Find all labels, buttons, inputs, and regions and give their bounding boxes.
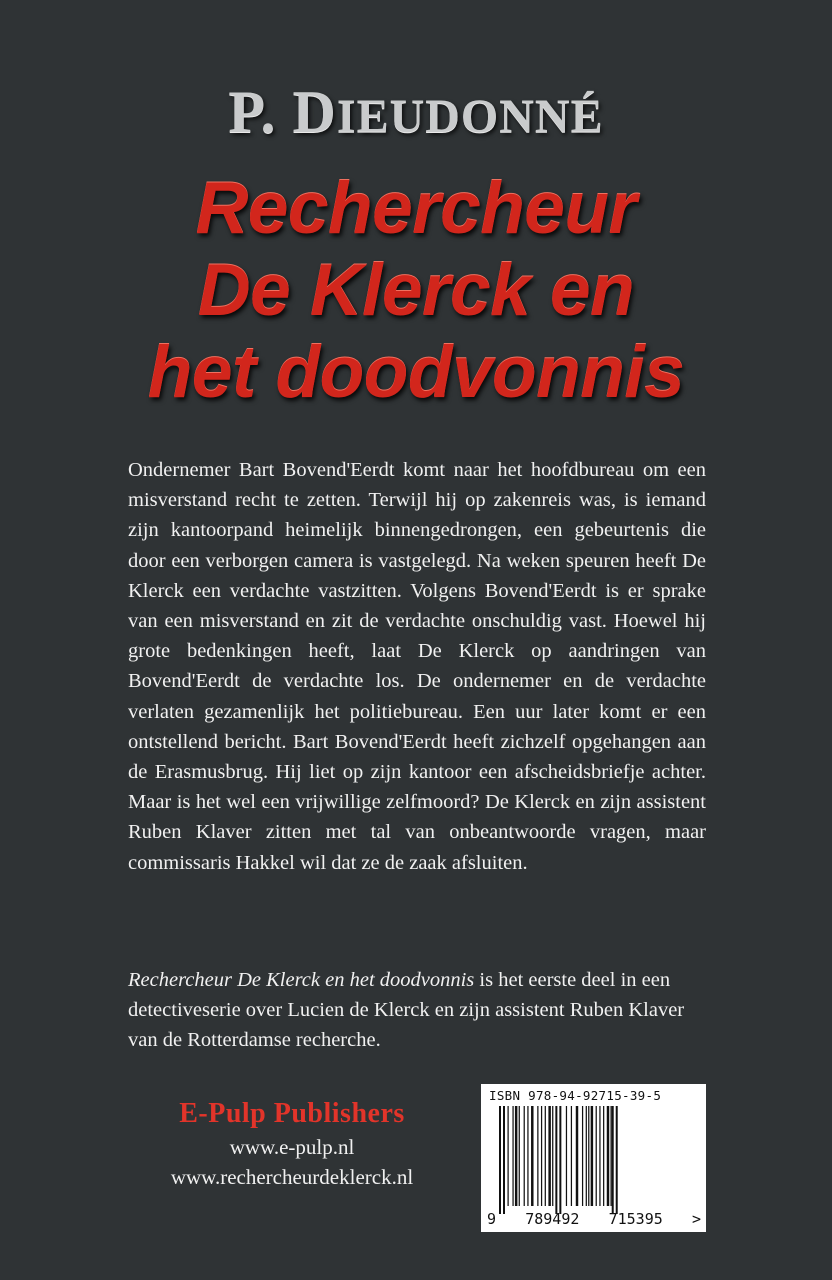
barcode-bar: [555, 1106, 557, 1214]
barcode-bar: [527, 1106, 528, 1206]
isbn-label: ISBN 978-94-92715-39-5: [489, 1088, 662, 1103]
series-note-title: Rechercheur De Klerck en het doodvonnis: [128, 969, 475, 991]
barcode-bar: [552, 1106, 553, 1206]
ean-right-group: 715395: [608, 1210, 663, 1228]
author-surname: IEUDONNÉ: [336, 90, 604, 143]
barcode-bar: [576, 1106, 578, 1206]
blurb-text: Ondernemer Bart Bovend'Eerdt komt naar het hoofdbureau om een misverstand recht te zetten. Terwijl hij op zakenreis was, is iemand zijn kantoorpand heimelijk binnengedrongen, een gebeurtenis die door een verborgen camera is vastgelegd. Na weken speuren heeft De Klerck een verdachte vastzitten. Volgens Bovend'Eerdt is er sprake van een misverstand en zit de verdachte onschuldig vast. Hoewel hij grote bedenkingen heeft, laat De Klerck op aandringen van Bovend'Eerdt de verdachte los. De ondernemer en de verdachte verlaten gezamenlijk het politiebureau. Een uur later komt er een ontstellend bericht. Bart Bovend'Eerdt heeft zichzelf opgehangen aan de Erasmusbrug. Hij liet op zijn kantoor een afscheidsbriefje achter. Maar is het wel een vrijwillige zelfmoord? De Klerck en zijn assistent Ruben Klaver zitten met tal van onbeantwoorde vragen, maar commissaris Hakkel wil dat ze de zaak afsluiten.: [128, 459, 706, 874]
book-title: [0, 168, 832, 414]
barcode-bar: [603, 1106, 604, 1206]
barcode-bar: [612, 1106, 614, 1214]
barcode-bar: [512, 1106, 513, 1206]
ean-arrow: >: [691, 1210, 701, 1228]
barcode-bar: [607, 1106, 609, 1206]
ean-left-group: 789492: [525, 1210, 580, 1228]
barcode-bar: [541, 1106, 542, 1206]
barcode-bar: [519, 1106, 520, 1206]
barcode-bar: [531, 1106, 533, 1206]
author-name: [0, 78, 832, 147]
barcode-bar: [515, 1106, 517, 1206]
barcode-bar: [545, 1106, 546, 1206]
title-line-3: het doodvonnis: [147, 332, 685, 413]
barcode-bar: [599, 1106, 600, 1206]
barcode-bar: [586, 1106, 587, 1206]
isbn-barcode: [481, 1084, 706, 1232]
series-note-text: is het eerste deel in een detectiveserie over Lucien de Klerck en zijn assistent Ruben Klaver van de Rotterdamse recherche.: [128, 969, 685, 1052]
series-note: [128, 965, 706, 1056]
barcode-bar: [499, 1106, 501, 1214]
publisher-url[interactable]: www.e-pulp.nl: [229, 1135, 355, 1159]
title-line-1: Rechercheur: [195, 168, 637, 249]
barcode-bar: [588, 1106, 589, 1206]
barcode-bar: [537, 1106, 538, 1206]
publisher-block: [122, 1096, 462, 1192]
series-url[interactable]: www.rechercheurdeklerck.nl: [170, 1165, 414, 1189]
barcode-bar: [507, 1106, 508, 1206]
ean-first-digit: 9: [487, 1210, 497, 1228]
barcode-bar: [610, 1106, 611, 1206]
barcode-bar: [559, 1106, 561, 1214]
barcode-bar: [616, 1106, 618, 1214]
barcode-bar: [503, 1106, 505, 1214]
ean-digits: [487, 1210, 701, 1228]
title-line-2: De Klerck en: [197, 250, 635, 331]
barcode-bar: [571, 1106, 572, 1206]
author-initial: P. D: [228, 79, 337, 145]
barcode-bar: [591, 1106, 593, 1206]
barcode-bar: [596, 1106, 597, 1206]
publisher-name: E-Pulp Publishers: [179, 1098, 405, 1129]
barcode-bar: [582, 1106, 583, 1206]
barcode-bar: [566, 1106, 567, 1206]
barcode-bar: [548, 1106, 550, 1206]
barcode-bar: [524, 1106, 525, 1206]
